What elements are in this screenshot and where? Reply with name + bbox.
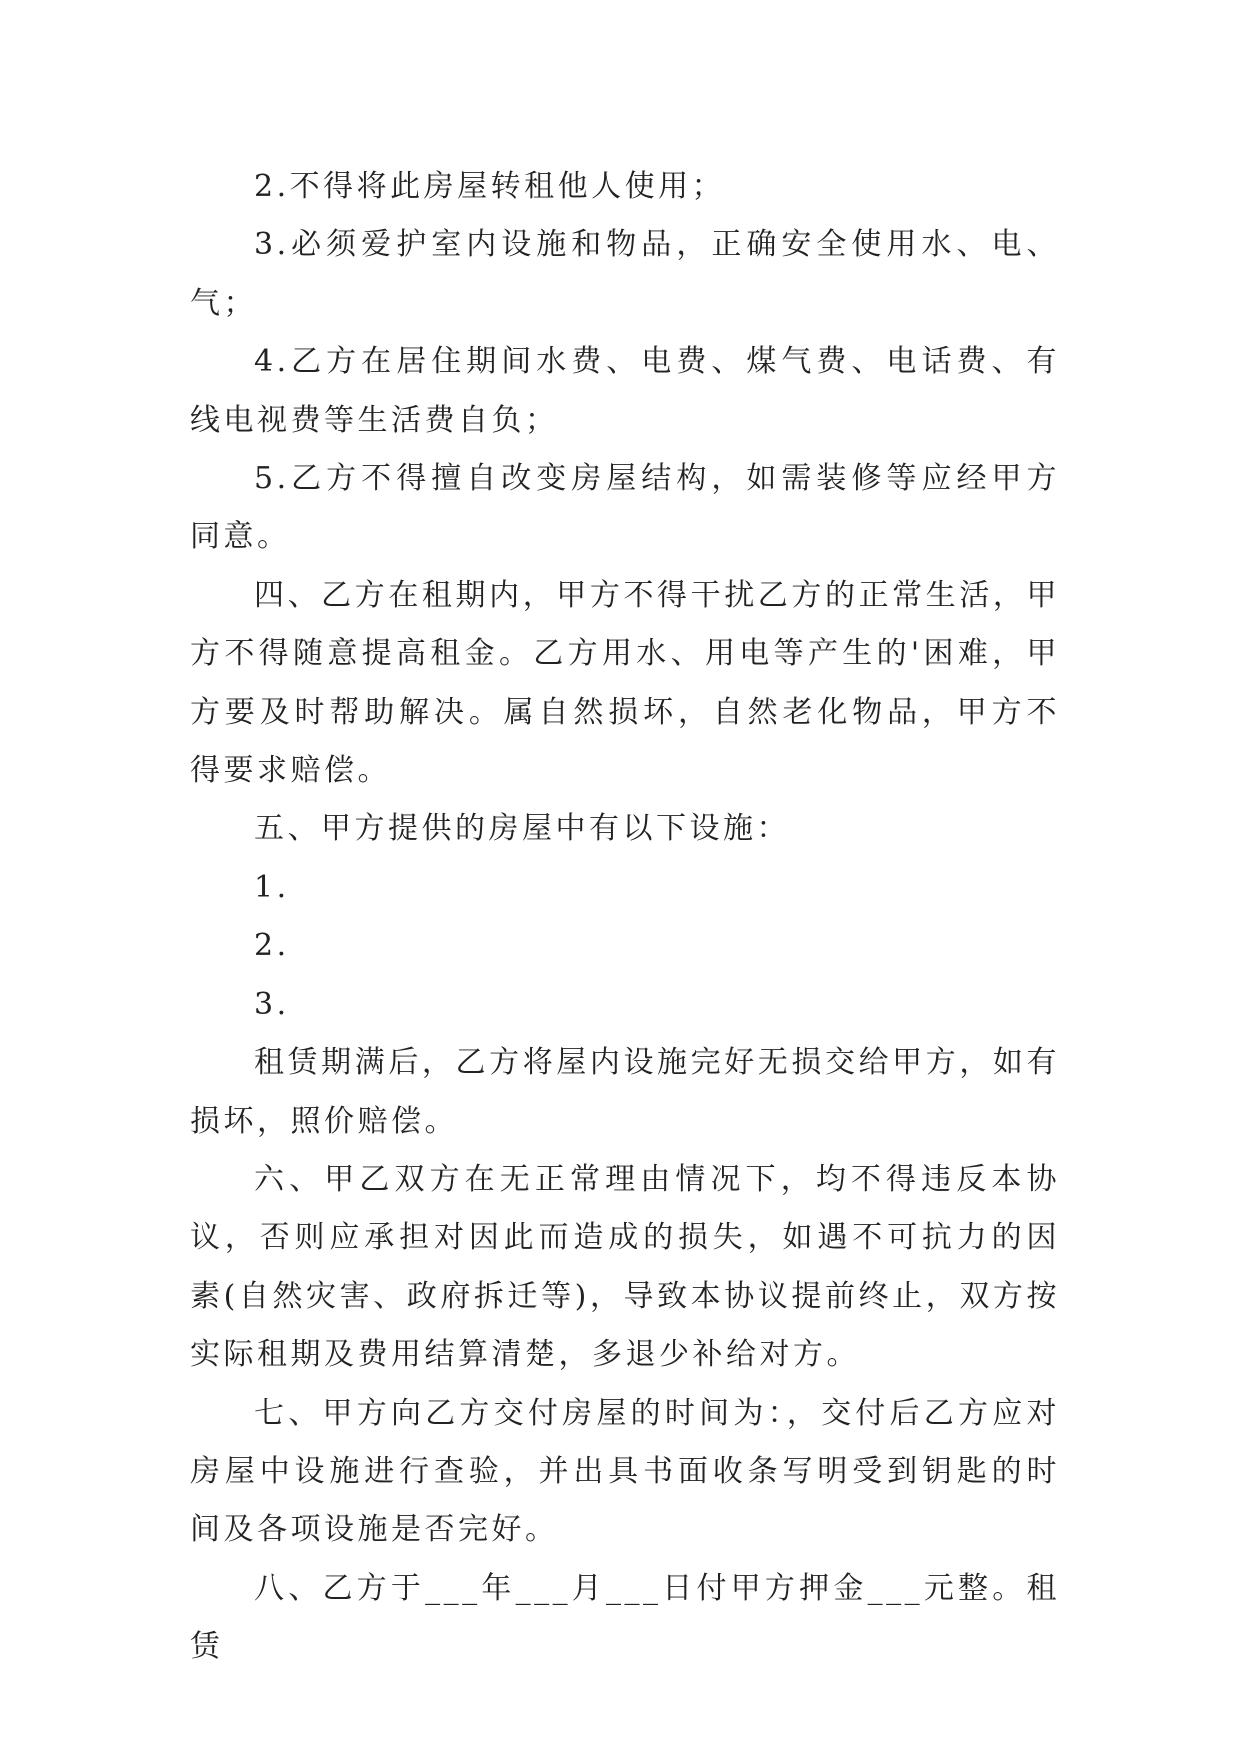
section-five-heading: 五、甲方提供的房屋中有以下设施： (254, 811, 790, 847)
section-four: 四、乙方在租期内，甲方不得干扰乙方的正常生活，甲方不得随意提高租金。乙方用水、用电等产生的'困难，甲方要及时帮助解决。属自然损坏，自然老化物品，甲方不得要求赔偿。 (190, 577, 1060, 789)
document-body (190, 158, 1060, 1677)
clause-care-facilities: 3.必须爱护室内设施和物品，正确安全使用水、电、气； (190, 227, 1060, 321)
facility-item-3: 3. (254, 986, 290, 1022)
section-six: 六、甲乙双方在无正常理由情况下，均不得违反本协议，否则应承担对因此而造成的损失，如遇不可抗力的因素(自然灾害、政府拆迁等)，导致本协议提前终止，双方按实际租期及费用结算清楚，多退少补给对方。 (190, 1161, 1060, 1373)
section-eight: 八、乙方于___年___月___日付甲方押金___元整。租赁 (190, 1570, 1060, 1665)
lease-end-clause: 租赁期满后，乙方将屋内设施完好无损交给甲方，如有损坏，照价赔偿。 (190, 1045, 1060, 1139)
clause-living-expenses: 4.乙方在居住期间水费、电费、煤气费、电话费、有线电视费等生活费自负； (190, 344, 1060, 438)
clause-sublet: 2.不得将此房屋转租他人使用； (254, 169, 726, 204)
clause-structure-change: 5.乙方不得擅自改变房屋结构，如需装修等应经甲方同意。 (190, 461, 1060, 555)
section-seven: 七、甲方向乙方交付房屋的时间为：，交付后乙方应对房屋中设施进行查验，并出具书面收条写明受到钥匙的时间及各项设施是否完好。 (190, 1395, 1060, 1548)
facility-item-1: 1. (254, 869, 290, 905)
facility-item-2: 2. (254, 928, 290, 964)
